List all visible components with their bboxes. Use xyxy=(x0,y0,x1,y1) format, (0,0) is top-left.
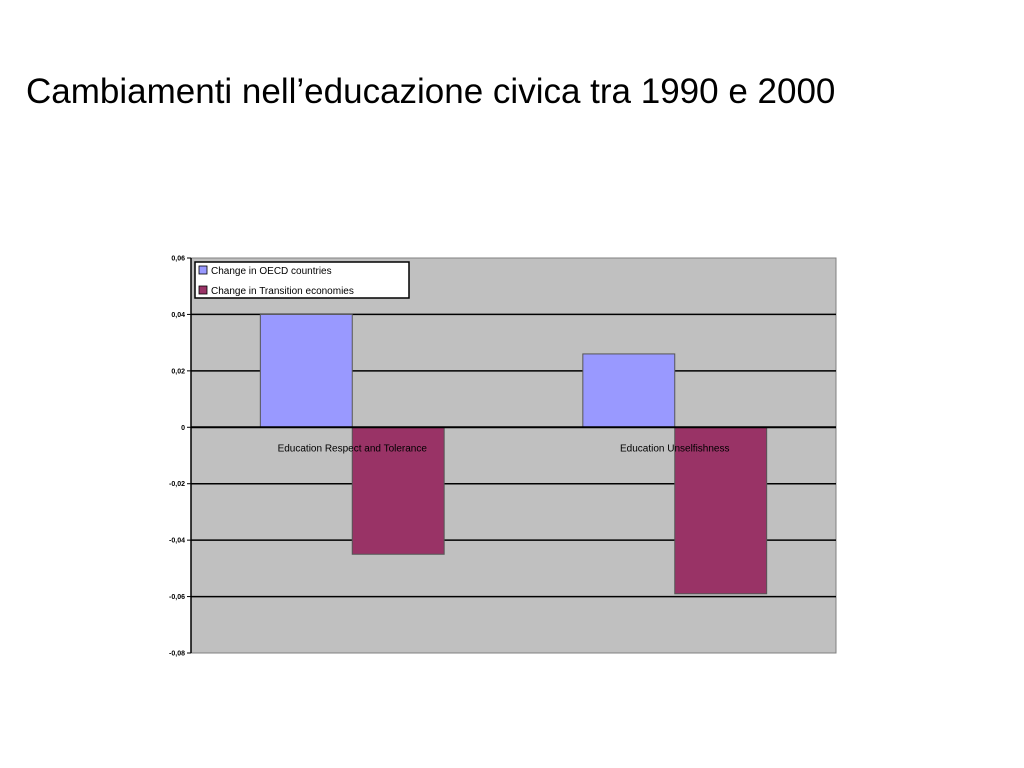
bar-oecd xyxy=(583,354,675,427)
category-label: Education Respect and Tolerance xyxy=(277,443,427,455)
y-tick-label: 0,02 xyxy=(171,368,185,376)
y-axis-ticks xyxy=(169,256,191,658)
y-tick-label: -0,06 xyxy=(169,594,185,602)
y-tick-label: -0,08 xyxy=(169,650,185,658)
category-label: Education Unselfishness xyxy=(619,443,730,455)
y-tick-label: -0,04 xyxy=(169,537,185,545)
legend xyxy=(195,262,409,298)
y-tick-label: 0 xyxy=(181,424,185,432)
legend-label-oecd: Change in OECD countries xyxy=(211,266,332,277)
y-tick-label: 0,04 xyxy=(171,311,185,319)
slide-title: Cambiamenti nell’educazione civica tra 1990 e 2000 xyxy=(26,72,836,111)
legend-swatch-transition xyxy=(199,286,207,294)
y-tick-label: 0,06 xyxy=(171,255,185,263)
y-tick-label: -0,02 xyxy=(169,481,185,489)
bar-oecd xyxy=(260,314,352,427)
legend-label-transition: Change in Transition economies xyxy=(211,286,354,297)
legend-swatch-oecd xyxy=(199,266,207,274)
